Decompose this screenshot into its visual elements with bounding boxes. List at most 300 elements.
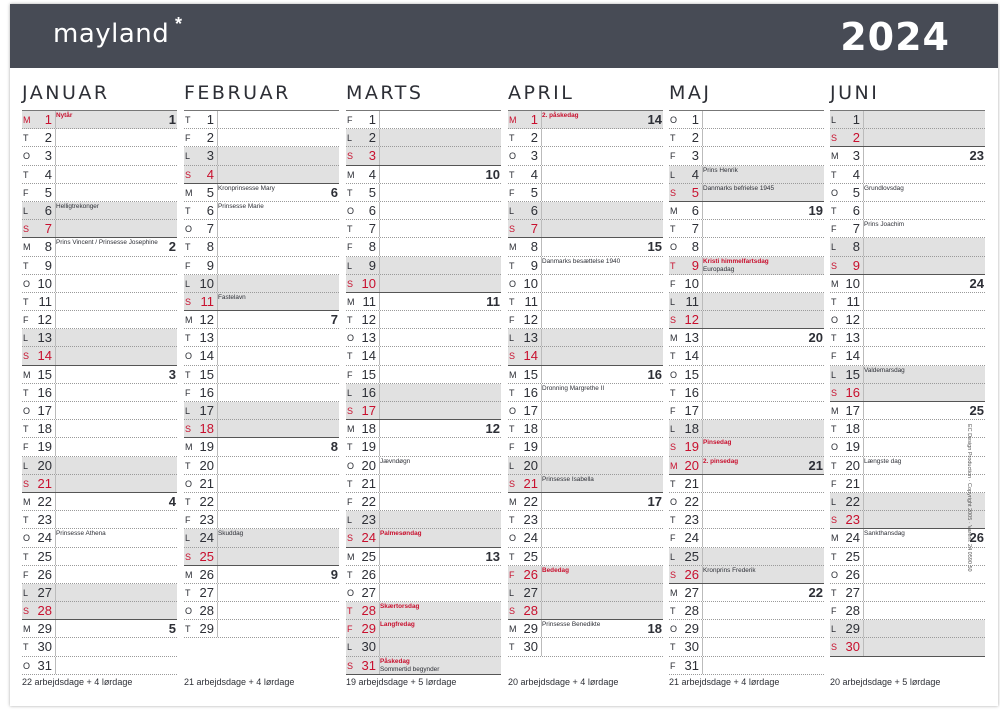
weekday-letter: T (509, 515, 515, 526)
day-divider (541, 166, 542, 183)
day-row[interactable] (830, 584, 985, 602)
day-row[interactable] (346, 620, 501, 638)
holiday-label: Langfredag (380, 621, 415, 629)
day-row[interactable] (184, 529, 339, 547)
day-number: 20 (845, 457, 860, 473)
day-number: 2 (691, 130, 699, 146)
weekday-letter: O (831, 315, 839, 326)
event-label: Skuddag (218, 530, 244, 538)
day-row[interactable] (184, 620, 339, 638)
day-row[interactable] (669, 384, 824, 402)
day-row[interactable] (346, 220, 501, 238)
day-row[interactable] (346, 329, 501, 347)
day-row[interactable] (508, 111, 663, 129)
weekday-letter: T (509, 133, 515, 144)
day-number: 14 (684, 348, 699, 364)
day-number: 6 (44, 202, 52, 218)
day-row[interactable] (508, 384, 663, 402)
day-row[interactable] (346, 493, 501, 511)
day-row[interactable] (669, 529, 824, 547)
day-row[interactable] (346, 111, 501, 129)
day-row[interactable] (22, 602, 177, 620)
day-row[interactable] (346, 438, 501, 456)
day-row[interactable] (830, 602, 985, 620)
day-row[interactable] (508, 166, 663, 184)
weekday-letter: T (347, 224, 353, 235)
day-number: 3 (368, 148, 376, 164)
day-row[interactable] (184, 311, 339, 329)
day-row[interactable] (22, 147, 177, 165)
event-label: Dronning Margrethe II (542, 384, 605, 392)
weekday-letter: F (185, 133, 191, 144)
day-row[interactable] (669, 257, 824, 275)
day-row[interactable] (346, 420, 501, 438)
weekday-letter: O (23, 660, 31, 671)
day-row[interactable] (346, 238, 501, 256)
day-row[interactable] (184, 602, 339, 620)
day-divider (217, 129, 218, 146)
day-divider (217, 475, 218, 492)
day-row[interactable] (669, 602, 824, 620)
day-row[interactable] (22, 293, 177, 311)
day-divider (541, 366, 542, 383)
day-row[interactable] (669, 293, 824, 311)
day-row[interactable] (669, 202, 824, 220)
event-label: Valdemarsdag (864, 366, 905, 374)
day-row[interactable] (184, 566, 339, 584)
day-divider (379, 402, 380, 419)
day-row[interactable] (22, 311, 177, 329)
day-row[interactable] (346, 384, 501, 402)
weekday-letter: T (347, 569, 353, 580)
day-row[interactable] (830, 257, 985, 275)
day-number: 14 (361, 348, 376, 364)
day-divider (379, 584, 380, 601)
day-number: 29 (523, 621, 538, 637)
day-row[interactable] (508, 329, 663, 347)
day-row[interactable] (830, 329, 985, 347)
weekday-letter: L (185, 151, 191, 162)
day-row[interactable] (508, 420, 663, 438)
day-row[interactable] (346, 129, 501, 147)
week-number: 26 (969, 530, 984, 546)
day-row[interactable] (346, 548, 501, 566)
day-row[interactable] (508, 275, 663, 293)
day-number: 23 (845, 512, 860, 528)
day-row[interactable] (22, 511, 177, 529)
day-row[interactable] (22, 275, 177, 293)
day-number: 21 (845, 475, 860, 491)
day-row[interactable] (508, 366, 663, 384)
day-row[interactable] (508, 238, 663, 256)
day-number: 6 (368, 202, 376, 218)
day-divider (702, 402, 703, 419)
weekday-letter: S (509, 478, 516, 489)
day-row[interactable] (346, 657, 501, 675)
day-divider (55, 184, 56, 201)
day-number: 20 (37, 457, 52, 473)
day-divider (702, 511, 703, 528)
day-number: 13 (361, 330, 376, 346)
day-row[interactable] (346, 293, 501, 311)
day-number: 3 (852, 148, 860, 164)
weekday-letter: O (831, 187, 839, 198)
day-divider (55, 475, 56, 492)
week-number: 12 (485, 421, 500, 437)
day-row[interactable] (669, 129, 824, 147)
day-row[interactable] (22, 402, 177, 420)
day-row[interactable] (508, 584, 663, 602)
day-row[interactable] (184, 220, 339, 238)
day-row[interactable] (830, 638, 985, 656)
day-number: 5 (44, 184, 52, 200)
day-row[interactable] (22, 238, 177, 256)
day-row[interactable] (22, 438, 177, 456)
day-row[interactable] (346, 475, 501, 493)
day-row[interactable] (508, 347, 663, 365)
event-label: Helligtrekonger (56, 202, 99, 210)
day-divider (863, 438, 864, 455)
day-row[interactable] (22, 220, 177, 238)
day-row[interactable] (22, 584, 177, 602)
weekday-letter: L (347, 515, 353, 526)
weekday-letter: T (23, 387, 29, 398)
day-row[interactable] (22, 493, 177, 511)
day-row[interactable] (346, 457, 501, 475)
day-number: 30 (523, 639, 538, 655)
day-row[interactable] (346, 147, 501, 165)
day-number: 30 (684, 639, 699, 655)
day-number: 26 (361, 566, 376, 582)
day-row[interactable] (22, 129, 177, 147)
day-row[interactable] (669, 329, 824, 347)
day-row[interactable] (830, 238, 985, 256)
day-row[interactable] (669, 184, 824, 202)
day-divider (379, 202, 380, 219)
day-row[interactable] (184, 457, 339, 475)
day-row[interactable] (508, 529, 663, 547)
day-divider (217, 275, 218, 292)
day-divider (702, 329, 703, 346)
day-row[interactable] (508, 566, 663, 584)
day-row[interactable] (184, 147, 339, 165)
day-row[interactable] (508, 402, 663, 420)
day-row[interactable] (22, 620, 177, 638)
day-row[interactable] (184, 238, 339, 256)
weekday-letter: F (185, 387, 191, 398)
day-row[interactable] (830, 129, 985, 147)
day-row[interactable] (346, 529, 501, 547)
weekday-letter: T (347, 351, 353, 362)
holiday-label: Palmesøndag (380, 530, 422, 538)
day-row[interactable] (508, 220, 663, 238)
weekday-letter: M (185, 442, 193, 453)
day-row[interactable] (184, 475, 339, 493)
day-row[interactable] (669, 166, 824, 184)
day-row[interactable] (184, 511, 339, 529)
day-row[interactable] (346, 257, 501, 275)
day-row[interactable] (22, 366, 177, 384)
day-row[interactable] (830, 147, 985, 165)
day-row[interactable] (830, 620, 985, 638)
day-row[interactable] (508, 457, 663, 475)
day-row[interactable] (346, 184, 501, 202)
day-row[interactable] (669, 347, 824, 365)
day-row[interactable] (669, 566, 824, 584)
day-number: 17 (523, 403, 538, 418)
day-row[interactable] (184, 111, 339, 129)
day-row[interactable] (22, 184, 177, 202)
day-row[interactable] (346, 638, 501, 656)
day-number: 6 (852, 202, 860, 218)
day-row[interactable] (669, 584, 824, 602)
weekday-letter: L (347, 642, 353, 653)
day-divider (55, 220, 56, 237)
day-row[interactable] (669, 366, 824, 384)
weekday-letter: T (670, 260, 676, 271)
day-number: 26 (37, 566, 52, 582)
weekday-letter: T (185, 624, 191, 635)
day-row[interactable] (508, 493, 663, 511)
day-row[interactable] (22, 347, 177, 365)
day-row[interactable] (669, 311, 824, 329)
day-row[interactable] (184, 257, 339, 275)
day-row[interactable] (669, 147, 824, 165)
day-row[interactable] (830, 347, 985, 365)
day-number: 4 (691, 166, 699, 182)
day-row[interactable] (830, 548, 985, 566)
day-row[interactable] (184, 420, 339, 438)
day-number: 23 (199, 512, 214, 528)
weekday-letter: S (185, 169, 192, 180)
day-row[interactable] (508, 202, 663, 220)
weekday-letter: O (509, 151, 517, 162)
day-number: 5 (206, 184, 214, 200)
day-row[interactable] (22, 638, 177, 656)
day-row[interactable] (830, 275, 985, 293)
day-row[interactable] (508, 475, 663, 493)
event-label: Jævndøgn (380, 457, 411, 465)
day-divider (863, 257, 864, 274)
weekday-letter: M (23, 115, 31, 125)
day-row[interactable] (184, 584, 339, 602)
day-row[interactable] (830, 566, 985, 584)
day-row[interactable] (508, 311, 663, 329)
day-row[interactable] (184, 402, 339, 420)
weekday-letter: T (347, 442, 353, 453)
weekday-letter: O (670, 115, 678, 125)
day-row[interactable] (830, 184, 985, 202)
day-row[interactable] (830, 202, 985, 220)
day-number: 9 (368, 257, 376, 273)
day-row[interactable] (830, 166, 985, 184)
day-row[interactable] (508, 293, 663, 311)
day-row[interactable] (669, 638, 824, 656)
day-row[interactable] (669, 438, 824, 456)
day-number: 21 (361, 475, 376, 491)
day-number: 21 (684, 475, 699, 491)
weekday-letter: O (185, 351, 193, 362)
day-divider (702, 420, 703, 437)
day-row[interactable] (346, 366, 501, 384)
day-row[interactable] (346, 584, 501, 602)
day-row[interactable] (22, 166, 177, 184)
day-row[interactable] (346, 602, 501, 620)
day-divider (379, 366, 380, 383)
day-row[interactable] (508, 638, 663, 656)
day-number: 7 (368, 221, 376, 237)
day-row[interactable] (669, 493, 824, 511)
day-number: 4 (530, 166, 538, 182)
weekday-letter: L (831, 624, 837, 635)
day-row[interactable] (830, 475, 985, 493)
day-row[interactable] (184, 293, 339, 311)
day-row[interactable] (346, 402, 501, 420)
day-divider (217, 420, 218, 437)
day-row[interactable] (508, 129, 663, 147)
day-row[interactable] (669, 420, 824, 438)
day-number: 7 (852, 221, 860, 237)
day-divider (217, 493, 218, 510)
day-row[interactable] (830, 511, 985, 529)
day-row[interactable] (508, 620, 663, 638)
day-number: 11 (846, 293, 860, 309)
day-row[interactable] (184, 275, 339, 293)
weekday-letter: F (670, 278, 676, 289)
day-row[interactable] (508, 147, 663, 165)
day-row[interactable] (22, 529, 177, 547)
day-row[interactable] (508, 548, 663, 566)
day-row[interactable] (22, 384, 177, 402)
day-divider (379, 438, 380, 455)
day-row[interactable] (22, 329, 177, 347)
day-row[interactable] (346, 347, 501, 365)
day-row[interactable] (508, 184, 663, 202)
day-row[interactable] (184, 548, 339, 566)
day-number: 10 (684, 275, 699, 291)
day-number: 2 (852, 130, 860, 146)
weekday-letter: M (670, 333, 678, 344)
day-row[interactable] (830, 311, 985, 329)
day-row[interactable] (830, 529, 985, 547)
day-row[interactable] (22, 475, 177, 493)
day-row[interactable] (669, 275, 824, 293)
day-row[interactable] (22, 548, 177, 566)
day-row[interactable] (508, 257, 663, 275)
day-divider (863, 202, 864, 219)
day-divider (863, 493, 864, 510)
day-row[interactable] (508, 602, 663, 620)
weekday-letter: F (831, 351, 837, 362)
day-row[interactable] (346, 166, 501, 184)
day-row[interactable] (669, 548, 824, 566)
day-row[interactable] (22, 257, 177, 275)
day-row[interactable] (830, 111, 985, 129)
day-row[interactable] (669, 402, 824, 420)
day-row[interactable] (346, 202, 501, 220)
day-row[interactable] (669, 220, 824, 238)
day-row[interactable] (184, 384, 339, 402)
day-row[interactable] (184, 438, 339, 456)
weekday-letter: S (23, 606, 30, 617)
day-row[interactable] (346, 311, 501, 329)
month-column-maj (669, 82, 824, 675)
day-number: 3 (44, 148, 52, 164)
day-number: 13 (523, 330, 538, 346)
day-number: 8 (530, 239, 538, 255)
day-row[interactable] (184, 202, 339, 220)
day-divider (55, 257, 56, 274)
day-row[interactable] (669, 238, 824, 256)
day-divider (217, 438, 218, 455)
day-row[interactable] (830, 220, 985, 238)
month-footer-workdays: 21 arbejdsdage + 4 lørdage (184, 677, 295, 687)
day-row[interactable] (22, 566, 177, 584)
month-name: JANUAR (22, 82, 110, 104)
weekday-letter: M (670, 460, 678, 471)
day-row[interactable] (184, 493, 339, 511)
day-row[interactable] (669, 475, 824, 493)
weekday-letter: M (831, 533, 839, 544)
day-row[interactable] (508, 438, 663, 456)
day-divider (379, 147, 380, 164)
day-row[interactable] (346, 275, 501, 293)
day-row[interactable] (830, 493, 985, 511)
day-row[interactable] (830, 366, 985, 384)
day-row[interactable] (830, 438, 985, 456)
day-row[interactable] (22, 457, 177, 475)
day-row[interactable] (669, 657, 824, 675)
day-number: 28 (361, 603, 376, 619)
weekday-letter: L (509, 460, 515, 471)
day-row[interactable] (508, 511, 663, 529)
day-divider (863, 402, 864, 419)
day-number: 27 (199, 584, 214, 600)
day-divider (217, 566, 218, 583)
day-row[interactable] (830, 420, 985, 438)
day-row[interactable] (22, 111, 177, 129)
day-row[interactable] (669, 511, 824, 529)
weekday-letter: S (185, 424, 192, 435)
day-row[interactable] (669, 111, 824, 129)
day-row[interactable] (22, 420, 177, 438)
day-divider (702, 293, 703, 310)
day-row[interactable] (346, 511, 501, 529)
day-row[interactable] (184, 184, 339, 202)
day-row[interactable] (669, 620, 824, 638)
day-row[interactable] (184, 129, 339, 147)
day-number: 28 (199, 603, 214, 619)
day-row[interactable] (22, 202, 177, 220)
day-row[interactable] (184, 166, 339, 184)
day-divider (541, 147, 542, 164)
day-row[interactable] (830, 384, 985, 402)
day-row[interactable] (830, 293, 985, 311)
day-row[interactable] (830, 402, 985, 420)
day-row[interactable] (22, 657, 177, 675)
day-row[interactable] (184, 347, 339, 365)
day-row[interactable] (669, 457, 824, 475)
day-number: 22 (361, 493, 376, 509)
weekday-letter: F (670, 151, 676, 162)
day-row[interactable] (184, 366, 339, 384)
day-row[interactable] (830, 457, 985, 475)
weekday-letter: M (185, 315, 193, 326)
day-row[interactable] (346, 566, 501, 584)
weekday-letter: L (23, 205, 29, 216)
weekday-letter: T (670, 642, 676, 653)
day-row[interactable] (184, 329, 339, 347)
